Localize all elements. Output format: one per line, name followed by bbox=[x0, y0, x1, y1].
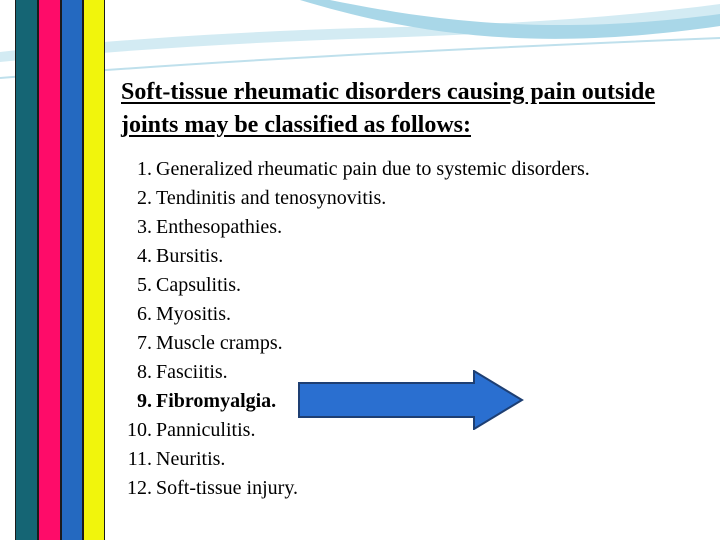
list-item-number: 11. bbox=[127, 448, 152, 470]
list-item-number: 12. bbox=[127, 477, 152, 499]
list-item-text: Enthesopathies. bbox=[156, 216, 283, 238]
list-item-number: 1. bbox=[137, 158, 152, 180]
list-item-text: Fibromyalgia. bbox=[156, 390, 277, 412]
list-item bbox=[121, 155, 590, 184]
list-item bbox=[121, 242, 590, 271]
list-item bbox=[121, 271, 590, 300]
list-item-text: Myositis. bbox=[156, 303, 232, 325]
list-item-text: Capsulitis. bbox=[156, 274, 242, 296]
list-item bbox=[121, 329, 590, 358]
classification-list bbox=[121, 155, 590, 503]
list-item-text: Fasciitis. bbox=[156, 361, 228, 383]
list-item-text: Generalized rheumatic pain due to systemic disorders. bbox=[156, 158, 590, 180]
stripe-pink bbox=[38, 0, 61, 540]
list-item-number: 6. bbox=[137, 303, 152, 325]
list-item-number: 8. bbox=[137, 361, 152, 383]
list-item-text: Soft-tissue injury. bbox=[156, 477, 299, 499]
list-item-number: 5. bbox=[137, 274, 152, 296]
list-item bbox=[121, 474, 590, 503]
list-item-text: Tendinitis and tenosynovitis. bbox=[156, 187, 387, 209]
list-item-number: 2. bbox=[137, 187, 152, 209]
stripe-teal bbox=[15, 0, 38, 540]
list-item-number: 7. bbox=[137, 332, 152, 354]
list-item-text: Bursitis. bbox=[156, 245, 224, 267]
list-item-text: Neuritis. bbox=[156, 448, 226, 470]
list-item-number: 4. bbox=[137, 245, 152, 267]
right-arrow-icon bbox=[298, 370, 524, 430]
list-item-number: 9. bbox=[137, 390, 152, 412]
list-item-number: 10. bbox=[127, 419, 152, 441]
list-item bbox=[121, 445, 590, 474]
list-item-number: 3. bbox=[137, 216, 152, 238]
stripe-blue bbox=[61, 0, 83, 540]
list-item bbox=[121, 213, 590, 242]
list-item bbox=[121, 184, 590, 213]
list-item-text: Panniculitis. bbox=[156, 419, 256, 441]
list-item bbox=[121, 300, 590, 329]
slide-title: Soft-tissue rheumatic disorders causing pain outside joints may be classified as follows: bbox=[121, 79, 656, 138]
stripe-yellow bbox=[83, 0, 105, 540]
list-item-text: Muscle cramps. bbox=[156, 332, 283, 354]
arrow-shape bbox=[299, 371, 522, 429]
